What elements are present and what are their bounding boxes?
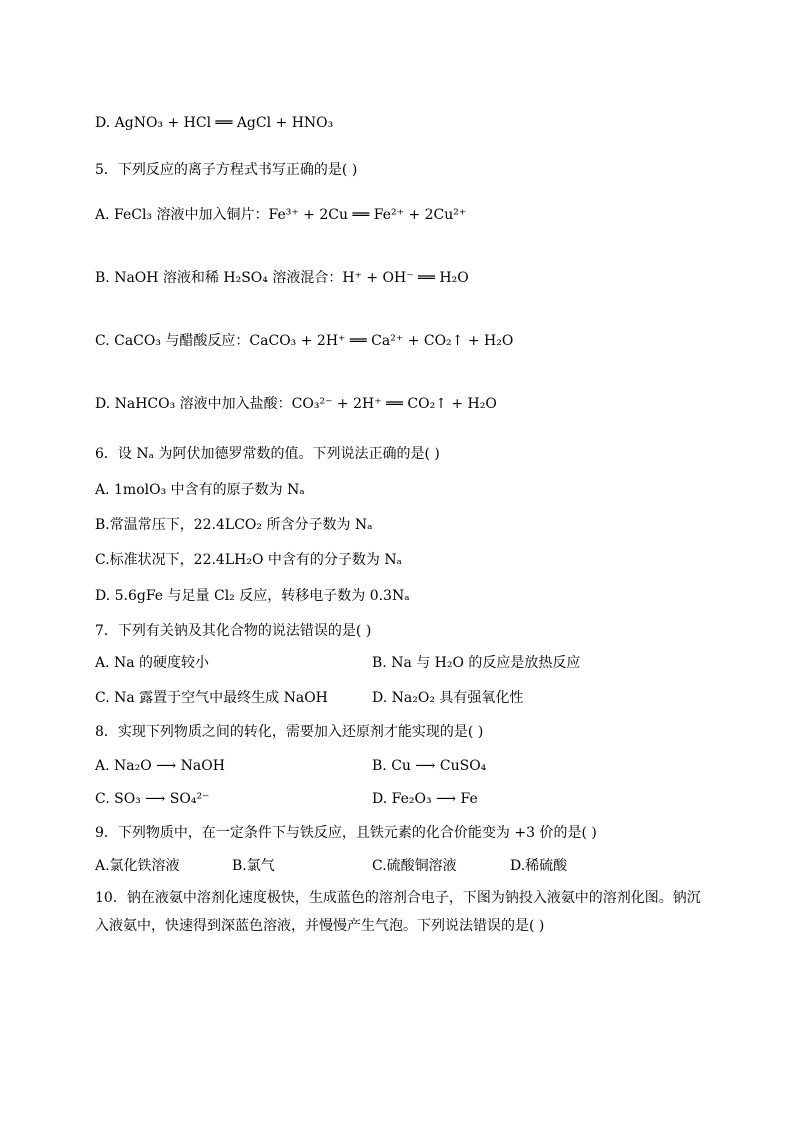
q7-option-b: B. Na 与 H₂O 的反应是放热反应	[372, 655, 581, 671]
q6-option-d: D. 5.6gFe 与足量 Cl₂ 反应，转移电子数为 0.3Nₐ	[95, 588, 410, 604]
q4-option-d: D. AgNO₃ + HCl ══ AgCl + HNO₃	[95, 115, 334, 131]
q8-option-b: B. Cu ⟶ CuSO₄	[372, 758, 487, 774]
q8-option-a: A. Na₂O ⟶ NaOH	[95, 758, 225, 774]
q6-option-a: A. 1molO₃ 中含有的原子数为 Nₐ	[95, 482, 305, 498]
q9-option-c: C.硫酸铜溶液	[372, 858, 457, 874]
q6-option-c: C.标准状况下，22.4LH₂O 中含有的分子数为 Nₐ	[95, 552, 402, 568]
q7-option-a: A. Na 的硬度较小	[95, 655, 210, 671]
q9-option-b: B.氯气	[232, 858, 275, 874]
q6-option-b: B.常温常压下，22.4LCO₂ 所含分子数为 Nₐ	[95, 517, 373, 533]
question-5-stem: 5．下列反应的离子方程式书写正确的是( )	[95, 162, 358, 178]
q9-option-a: A.氯化铁溶液	[95, 858, 180, 874]
question-8-stem: 8．实现下列物质之间的转化，需要加入还原剂才能实现的是( )	[95, 724, 484, 740]
q8-option-d: D. Fe₂O₃ ⟶ Fe	[372, 791, 478, 807]
q5-option-b: B. NaOH 溶液和稀 H₂SO₄ 溶液混合：H⁺ + OH⁻ ══ H₂O	[95, 270, 469, 286]
q5-option-c: C. CaCO₃ 与醋酸反应：CaCO₃ + 2H⁺ ══ Ca²⁺ + CO₂↑ + H₂O	[95, 333, 514, 349]
q8-option-c: C. SO₃ ⟶ SO₄²⁻	[95, 791, 210, 807]
q7-option-c: C. Na 露置于空气中最终生成 NaOH	[95, 690, 328, 706]
q7-option-d: D. Na₂O₂ 具有强氧化性	[372, 690, 524, 706]
question-6-stem: 6．设 Nₐ 为阿伏加德罗常数的值。下列说法正确的是( )	[95, 446, 440, 462]
question-9-stem: 9．下列物质中，在一定条件下与铁反应，且铁元素的化合价能变为 +3 价的是( )	[95, 825, 597, 841]
question-7-stem: 7．下列有关钠及其化合物的说法错误的是( )	[95, 623, 372, 639]
question-10-stem: 10．钠在液氨中溶剂化速度极快，生成蓝色的溶剂合电子，下图为钠投入液氨中的溶剂化图。钠沉入液氨中，快速得到深蓝色溶液，并慢慢产生气泡。下列说法错误的是( )	[95, 890, 701, 934]
q9-option-d: D.稀硫酸	[510, 858, 568, 874]
q5-option-d: D. NaHCO₃ 溶液中加入盐酸：CO₃²⁻ + 2H⁺ ══ CO₂↑ + H₂O	[95, 396, 497, 412]
q5-option-a: A. FeCl₃ 溶液中加入铜片：Fe³⁺ + 2Cu ══ Fe²⁺ + 2Cu²⁺	[95, 207, 467, 223]
